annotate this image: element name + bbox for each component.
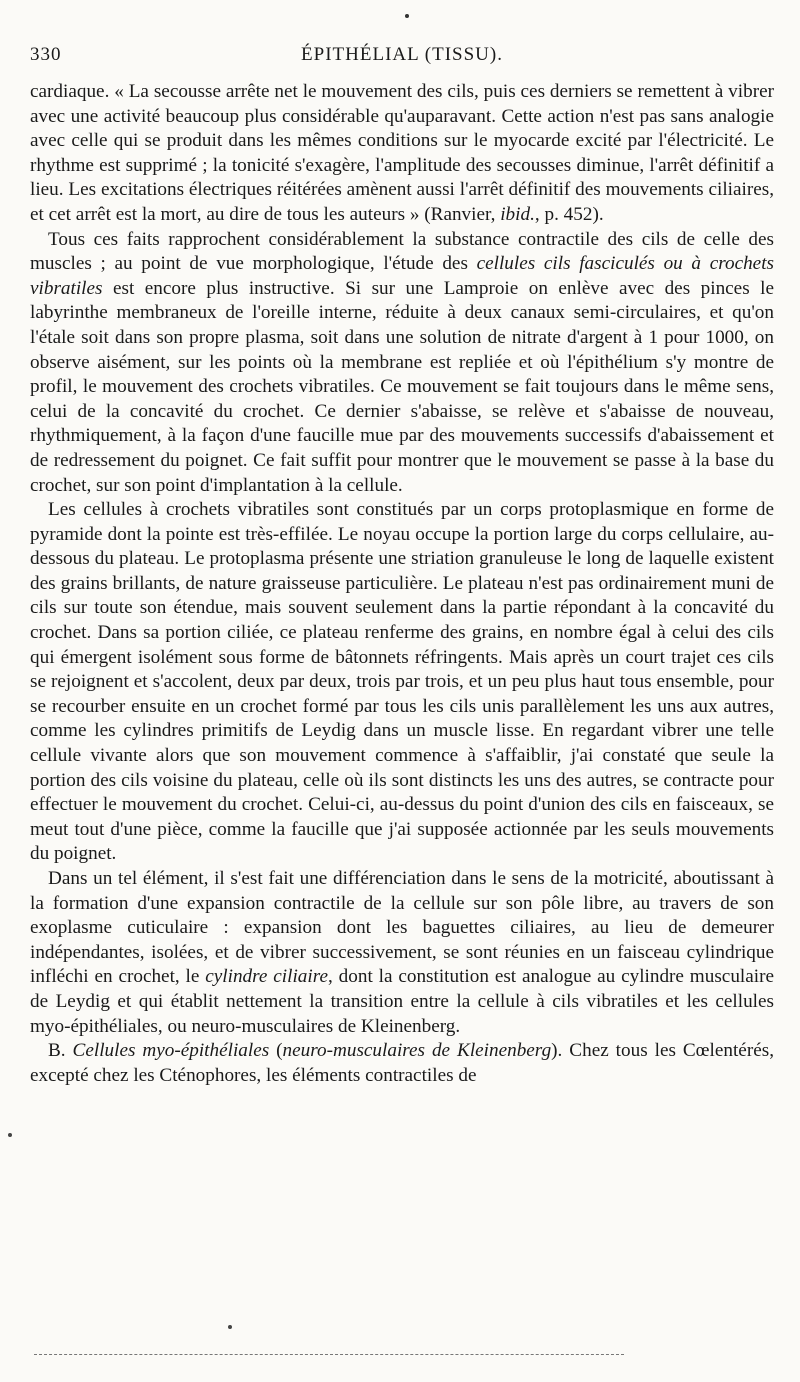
paragraph-3: Les cellules à crochets vibratiles sont constitués par un corps protoplasmique en forme de pyramide dont la pointe est très-effilée. Le noyau occupe la portion large du corps cellulaire, au-dessous du plateau. Le protoplasma présente une striation granuleuse le long de laquelle existent des grains brillants, de nature graisseuse particulière. Le plateau n'est pas ordinairement muni de cils sur toute son étendue, mais souvent seulement dans la partie répondant à la concavité du crochet. Dans sa portion ciliée, ce plateau renferme des grains, en nombre égal à celui des cils qui émergent isolément sous forme de bâtonnets réfringents. Mais après un court trajet ces cils se rejoignent et s'accolent, deux par deux, trois par trois, et un peu plus haut tous ensemble, pour se recourber ensuite en un crochet formé par tous les cils unis parallèlement les uns aux autres, comme les cylindres primitifs de Leydig dans un muscle lisse. En regardant vibrer une telle cellule vivante alors que son mouvement commence à s'affaiblir, j'ai constaté que seule la portion des cils voisine du plateau, celle où ils sont distincts les uns des autres, se contracte pour effectuer le mouvement du crochet. Celui-ci, au-dessus du point d'union des cils en faisceaux, se meut tout d'une pièce, comme la faucille que j'ai supposée actionnée par les seuls mouvements du poignet. xyxy=(30,499,774,865)
margin-speck xyxy=(8,1133,12,1137)
paragraph-5-text-b: ). Chez tous les Cœlentérés, excepté chez les Cténophores, les éléments contractiles de xyxy=(30,1040,774,1086)
footer-speck xyxy=(228,1325,232,1329)
paragraph-4-italic: cylindre ciliaire xyxy=(205,966,328,988)
page-number: 330 xyxy=(30,44,62,65)
paragraph-5-paren: ( xyxy=(269,1040,283,1062)
paragraph-5-italic-2: neuro-musculaires de Kleinenberg xyxy=(282,1040,552,1062)
top-speck xyxy=(405,14,409,18)
paragraph-2-italic: cellules cils fasciculés ou à crochets vibratiles xyxy=(30,253,774,299)
body-text xyxy=(30,80,774,1088)
paragraph-5 xyxy=(30,1039,774,1088)
bottom-dashed-rule xyxy=(34,1354,624,1355)
paragraph-1-end: , p. 452). xyxy=(534,203,604,225)
paragraph-4-text-b: , dont la constitution est analogue au cylindre musculaire de Leydig et qui établit nettement la transition entre la cellule à cils vibratiles et les cellules myo-épithéliales, ou neuro-musculaires de Kleinenberg. xyxy=(30,966,774,1037)
paragraph-1-text: cardiaque. « La secousse arrête net le mouvement des cils, puis ces derniers se remettent à vibrer avec une activité beaucoup plus considérable qu'auparavant. Cette action n'est pas sans analogie avec celle qui se produit dans les mêmes conditions sur le myocarde excité par l'électricité. Le rhythme est supprimé ; la tonicité s'exagère, l'amplitude des secousses diminue, l'arrêt définitif a lieu. Les excitations électriques réitérées amènent aussi l'arrêt définitif des mouvements ciliaires, et cet arrêt est la mort, au dire de tous les auteurs » (Ranvier, xyxy=(30,81,774,225)
paragraph-4-text-a: Dans un tel élément, il s'est fait une différenciation dans le sens de la motricité, aboutissant à la formation d'une expansion contractile de la cellule sur son pôle libre, au travers de son exoplasme cuticulaire : expansion dont les baguettes ciliaires, au lieu de demeurer indépendantes, isolées, et de vibrer successivement, se sont réunies en un faisceau cylindrique infléchi en crochet, le xyxy=(30,868,774,988)
paragraph-1 xyxy=(30,80,774,228)
paragraph-2-text-a: Tous ces faits rapprochent considérablement la substance contractile des cils de celle des muscles ; au point de vue morphologique, l'étude des xyxy=(30,228,774,275)
paragraph-2-text-b: est encore plus instructive. Si sur une Lamproie on enlève avec des pinces le labyrinthe membraneux de l'oreille interne, réduite à deux canaux semi-circulaires, et qu'on l'étale soit dans son propre plasma, soit dans une solution de nitrate d'argent à 1 pour 1000, on observe aisément, sur les points où la membrane est repliée et où l'épithélium s'y montre de profil, le mouvement des crochets vibratiles. Ce mouvement se fait toujours dans le même sens, celui de la concavité du crochet. Ce dernier s'abaisse, se relève et s'abaisse de nouveau, rhythmiquement, à la façon d'une faucille mue par des mouvements successifs d'abaissement et de redressement du poignet. Ce fait suffit pour montrer que le mouvement se passe à la base du crochet, sur son point d'implantation à la cellule. xyxy=(30,277,774,496)
paragraph-2 xyxy=(30,228,774,499)
running-title: ÉPITHÉLIAL (TISSU). xyxy=(301,44,503,65)
running-header xyxy=(30,44,774,74)
ibid-reference: ibid. xyxy=(500,203,535,225)
paragraph-5-text-a: B. xyxy=(48,1040,73,1062)
paragraph-5-italic-1: Cellules myo-épithéliales xyxy=(72,1040,270,1062)
paragraph-4 xyxy=(30,867,774,1039)
